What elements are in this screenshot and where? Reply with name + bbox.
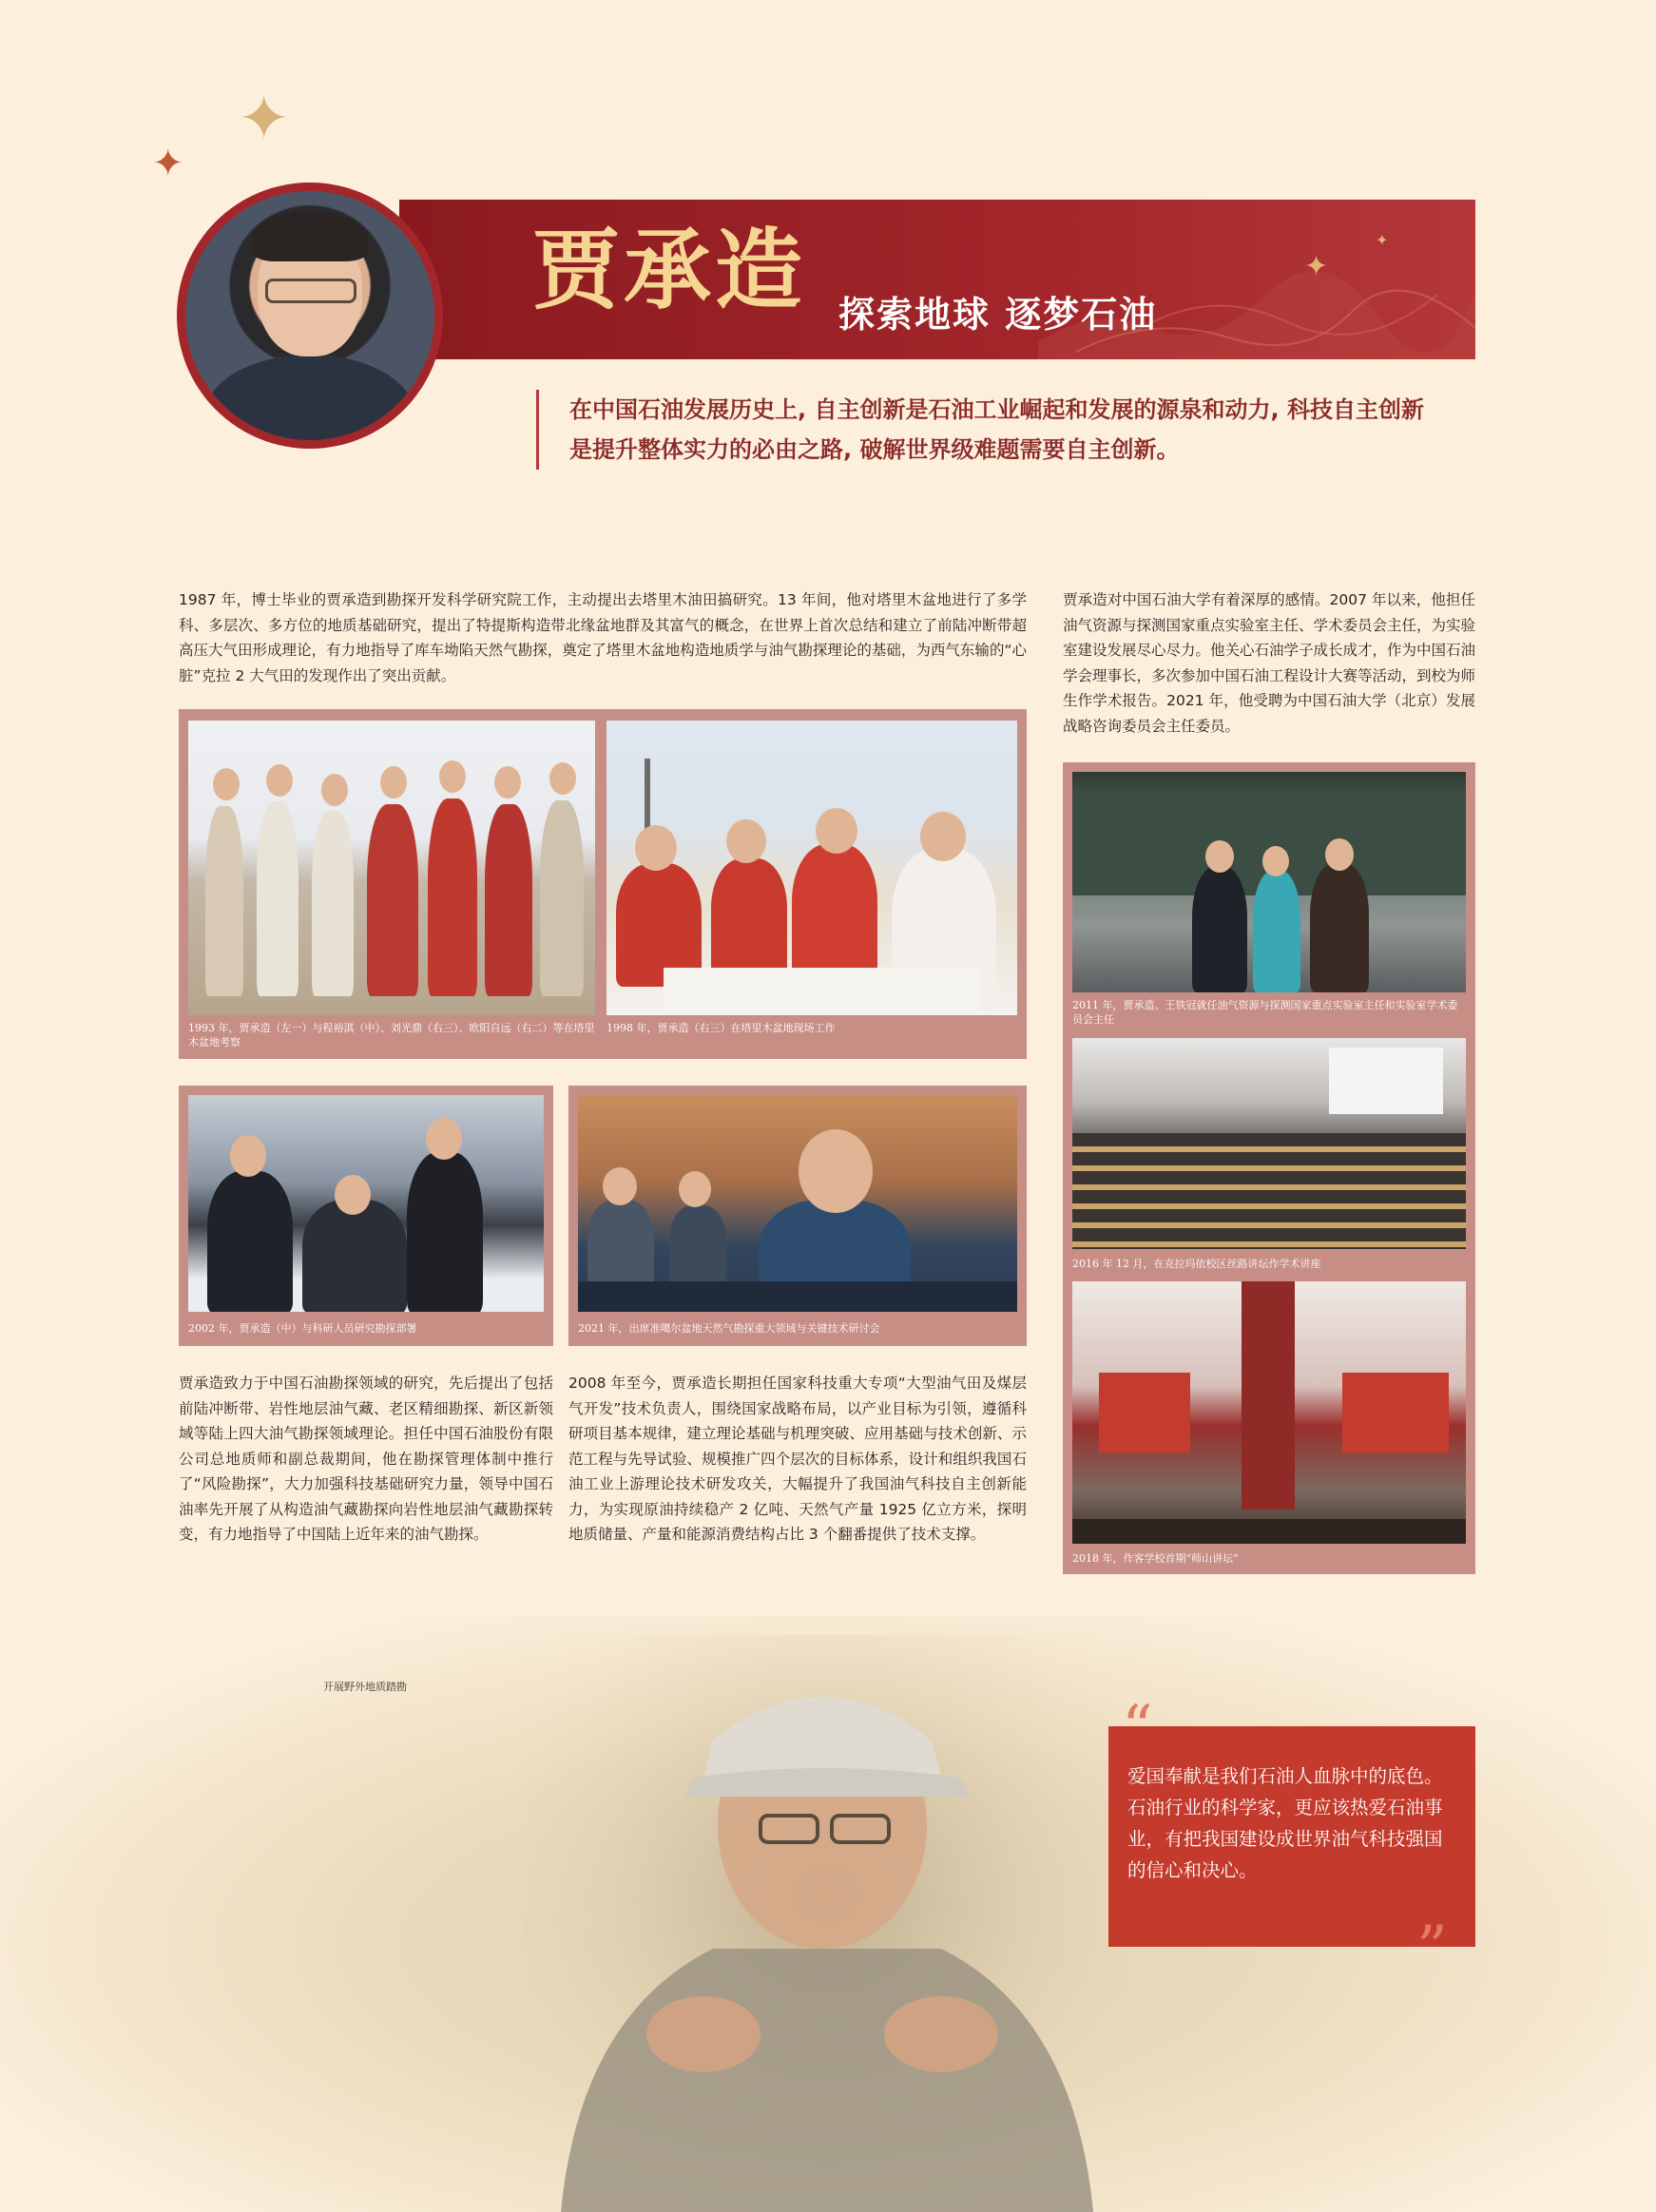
- close-quote-icon: ”: [1416, 1914, 1448, 1984]
- photo-frame-top: [179, 709, 1027, 1059]
- photo-2011-lab-director: [1072, 772, 1466, 992]
- caption-1993: 1993 年，贾承造（左一）与程裕淇（中）、刘光鼎（右三）、欧阳自远（右二）等在塔里木盆地考察: [188, 1022, 595, 1048]
- photo-frame-right: [1063, 762, 1475, 1574]
- paragraph-university: 贾承造对中国石油大学有着深厚的感情。2007 年以来，他担任油气资源与探测国家重点实验室主任、学术委员会主任，为实验室建设发展尽心尽力。他关心石油学子成长成才，作为中国石油学会理事长，多次参加中国石油工程设计大赛等活动，到校为师生作学术报告。2021 年，他受聘为中国石油大学（北京）发展战略咨询委员会主任委员。: [1063, 591, 1476, 735]
- caption-2016: 2016 年 12 月，在克拉玛依校区丝路讲坛作学术讲座: [1072, 1258, 1321, 1270]
- photo-2016-lecture-hall: [1072, 1038, 1466, 1249]
- photo-2021-seminar: [578, 1095, 1017, 1312]
- paragraph-national-project: 2008 年至今，贾承造长期担任国家科技重大专项“大型油气田及煤层气开发”技术负责人，围绕国家战略布局，以产业目标为引领，遵循科研项目基本规律，建立理论基础与机理突破、应用基础与技术创新、示范工程与先导试验、规模推广四个层次的目标体系，设计和组织我国石油工业上游理论技术研发攻关，大幅提升了我国油气科技自主创新能力，为实现原油持续稳产 2 亿吨、天然气产量 1925 亿立方米，探明地质储量、产量和能源消费结构占比 3 个翻番提供了技术支撑。: [568, 1375, 1027, 1543]
- svg-text:✦: ✦: [1304, 250, 1329, 283]
- photo-1998-site-work: [607, 721, 1017, 1015]
- caption-2021: 2021 年，出席准噶尔盆地天然气勘探重大领域与关键技术研讨会: [578, 1322, 880, 1335]
- sparkle-icon-red: ✦: [152, 142, 184, 185]
- caption-2002: 2002 年，贾承造（中）与科研人员研究勘探部署: [188, 1322, 417, 1335]
- photo-2002-research: [188, 1095, 544, 1312]
- photo-2018-forum: [1072, 1281, 1466, 1544]
- caption-2011: 2011 年，贾承造、王铁冠就任油气资源与探测国家重点实验室主任和实验室学术委员会主任: [1072, 999, 1458, 1026]
- photo-frame-2021: [568, 1086, 1027, 1346]
- field-survey-label: 开展野外地质踏勘: [323, 1681, 407, 1693]
- page-subtitle: 探索地球 逐梦石油: [838, 293, 1158, 336]
- photo-frame-2002: [179, 1086, 553, 1346]
- paragraph-exploration-theory: 贾承造致力于中国石油勘探领域的研究，先后提出了包括前陆冲断带、岩性地层油气藏、老区精细勘探、新区新领域等陆上四大油气勘探领域理论。担任中国石油股份有限公司总地质师和副总裁期间，他在勘探管理体制中推行了“风险勘探”，大力加强科技基础研究力量，领导中国石油率先开展了从构造油气藏勘探向岩性地层油气藏勘探转变，有力地指导了中国陆上近年来的油气勘探。: [179, 1375, 553, 1543]
- field-survey-photo: [523, 1635, 1131, 2212]
- portrait-photo: [185, 191, 434, 440]
- portrait-frame: [177, 183, 443, 449]
- svg-text:✦: ✦: [1376, 231, 1389, 249]
- intro-text: 在中国石油发展历史上, 自主创新是石油工业崛起和发展的源泉和动力, 科技自主创新是提升整体实力的必由之路, 破解世界级难题需要自主创新。: [536, 390, 1425, 470]
- caption-1998: 1998 年，贾承造（右三）在塔里木盆地现场工作: [607, 1022, 836, 1034]
- paragraph-tarim: 1987 年，博士毕业的贾承造到勘探开发科学研究院工作，主动提出去塔里木油田搞研究。13 年间，他对塔里木盆地进行了多学科、多层次、多方位的地质基础研究，提出了特提斯构造带北缘盆地群及其富气的概念，在世界上首次总结和建立了前陆冲断带超高压大气田形成理论，有力地指导了库车坳陷天然气勘探，奠定了塔里木盆地构造地质学与油气勘探理论的基础，为西气东输的“心脏”克拉 2 大气田的发现作出了突出贡献。: [179, 591, 1027, 684]
- photo-1993-field-survey: [188, 721, 595, 1015]
- sparkle-icon-large: ✦: [238, 82, 291, 155]
- caption-2018: 2018 年，作客学校首期“师山讲坛”: [1072, 1552, 1239, 1565]
- page-title: 贾承造: [532, 219, 807, 321]
- quote-text: 爱国奉献是我们石油人血脉中的底色。石油行业的科学家，更应该热爱石油事业，有把我国建设成世界油气科技强国的信心和决心。: [1127, 1765, 1443, 1881]
